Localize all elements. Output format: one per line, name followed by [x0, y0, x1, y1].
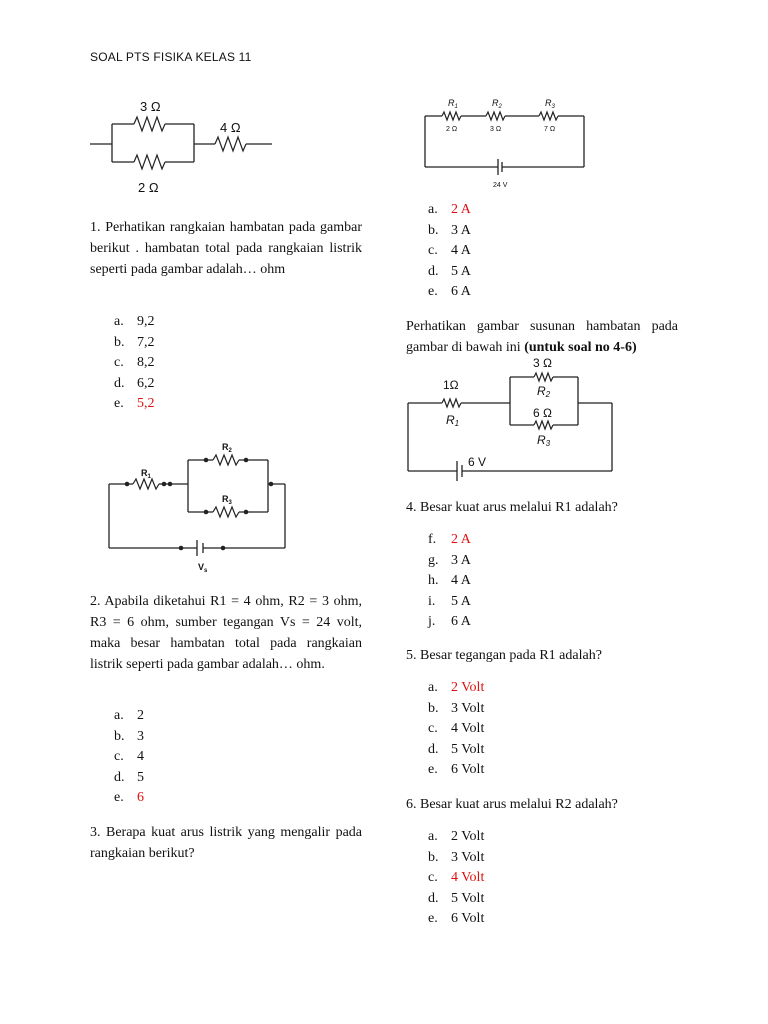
option-item[interactable]: c. 8,2 [114, 355, 155, 371]
svg-text:R3: R3 [537, 433, 551, 448]
q5-text: 5. Besar tegangan pada R1 adalah? [406, 648, 602, 663]
q3-circuit-diagram [424, 94, 584, 194]
q4-6-circuit-diagram [406, 356, 616, 476]
q1-r-top-label: 3 Ω [140, 99, 161, 114]
option-item[interactable]: a. 2 Volt [428, 678, 484, 699]
q1-circuit-diagram [90, 96, 280, 196]
svg-text:Vs: $V_s$ [198, 562, 208, 574]
svg-text:R1: $R_1$ [448, 98, 458, 110]
q4-options [428, 530, 471, 633]
q2-vs-label: V [198, 562, 205, 572]
option-item[interactable]: e. 6 A [428, 284, 471, 300]
q2-options [114, 706, 144, 809]
r1-label: R [446, 413, 455, 427]
q2-r1-label: R [141, 468, 148, 478]
r1-value-label: 1Ω [443, 378, 459, 392]
correct-answer: 2 A [451, 202, 471, 217]
option-item[interactable]: e. 6 Volt [428, 762, 485, 778]
option-item[interactable]: a. 2 [114, 708, 144, 723]
option-item[interactable]: d. 6,2 [114, 375, 155, 391]
q5-options [428, 678, 484, 781]
q2-r2-label: R [222, 442, 229, 452]
option-item[interactable]: d. 5 Volt [428, 890, 485, 906]
q2-r3-label: R [222, 494, 229, 504]
option-item[interactable]: c. 4 Volt [428, 868, 484, 889]
option-item[interactable]: b. 3 Volt [428, 849, 485, 865]
q1-r-bottom-label: 2 Ω [138, 180, 159, 195]
q1-text: 1. Perhatikan rangkaian hambatan pada gambar berikut . hambatan total pada rangkaian listrik seperti pada gambar adalah… ohm [90, 220, 362, 277]
q3-r3-value: 7 Ω [544, 126, 556, 133]
svg-text:R1: R1 [446, 413, 460, 428]
option-item[interactable]: b. 3 A [428, 222, 471, 238]
q3-r2-label: R [492, 98, 499, 108]
option-item[interactable]: e. 6 [114, 788, 144, 809]
option-item[interactable]: a. 2 Volt [428, 829, 485, 844]
battery-label: 6 V [468, 455, 487, 469]
option-item[interactable]: c. 4 A [428, 243, 471, 259]
q3-battery-label: 24 V [493, 182, 508, 189]
q3-text: 3. Berapa kuat arus listrik yang mengalir pada rangkaian berikut? [90, 825, 362, 861]
intro-4-6-bold: (untuk soal no 4-6) [524, 340, 637, 355]
option-item[interactable]: c. 4 [114, 749, 144, 765]
svg-text:R1: $R_1$ [141, 468, 151, 480]
correct-answer: 5,2 [137, 396, 155, 412]
option-item[interactable]: a. 9,2 [114, 314, 155, 329]
svg-text:R3: $R_3$ [222, 494, 232, 506]
option-item[interactable]: i. 5 A [428, 593, 471, 609]
q3-options [428, 200, 471, 303]
q6-text: 6. Besar kuat arus melalui R2 adalah? [406, 797, 618, 812]
correct-answer: 4 Volt [451, 870, 485, 886]
q1-options [114, 312, 155, 415]
option-item[interactable]: b. 3 [114, 728, 144, 744]
option-item[interactable]: j. 6 A [428, 614, 471, 630]
correct-answer: 6 [137, 790, 144, 806]
svg-text:R2: $R_2$ [222, 442, 232, 454]
q2-circuit-diagram [105, 438, 305, 573]
q2-text: 2. Apabila diketahui R1 = 4 ohm, R2 = 3 ohm, R3 = 6 ohm, sumber tegangan Vs = 24 volt, maka besar hambatan total pada rangkaian listrik seperti pada gambar adalah… ohm. [90, 594, 362, 672]
option-item[interactable]: f. 2 A [428, 530, 471, 551]
page-header: SOAL PTS FISIKA KELAS 11 [90, 50, 252, 64]
q4-text: 4. Besar kuat arus melalui R1 adalah? [406, 500, 618, 515]
svg-text:R2: $R_2$ [492, 98, 502, 110]
r3-value-label: 6 Ω [533, 406, 552, 420]
option-item[interactable]: e. 5,2 [114, 394, 155, 415]
option-item[interactable]: b. 3 Volt [428, 700, 485, 716]
correct-answer: 2 Volt [451, 680, 485, 695]
option-item[interactable]: a. 2 A [428, 200, 471, 221]
q3-r3-label: R [545, 98, 552, 108]
option-item[interactable]: d. 5 [114, 769, 144, 785]
q6-options [428, 827, 484, 930]
option-item[interactable]: d. 5 A [428, 263, 471, 279]
r2-label: R [537, 384, 546, 398]
correct-answer: 2 A [451, 532, 471, 547]
r3-label: R [537, 433, 546, 447]
option-item[interactable]: h. 4 A [428, 573, 471, 589]
q1-r-series-label: 4 Ω [220, 120, 241, 135]
q3-r2-value: 3 Ω [490, 126, 502, 133]
option-item[interactable]: e. 6 Volt [428, 911, 485, 927]
q3-r1-value: 2 Ω [446, 126, 458, 133]
intro-4-6: Perhatikan gambar susunan hambatan pada gambar di bawah ini (untuk soal no 4-6) [406, 319, 678, 355]
r2-value-label: 3 Ω [533, 356, 552, 370]
option-item[interactable]: g. 3 A [428, 552, 471, 568]
q3-r1-label: R [448, 98, 455, 108]
option-item[interactable]: c. 4 Volt [428, 721, 485, 737]
option-item[interactable]: d. 5 Volt [428, 741, 485, 757]
svg-text:R2: R2 [537, 384, 551, 399]
svg-text:R3: $R_3$ [545, 98, 555, 110]
option-item[interactable]: b. 7,2 [114, 334, 155, 350]
